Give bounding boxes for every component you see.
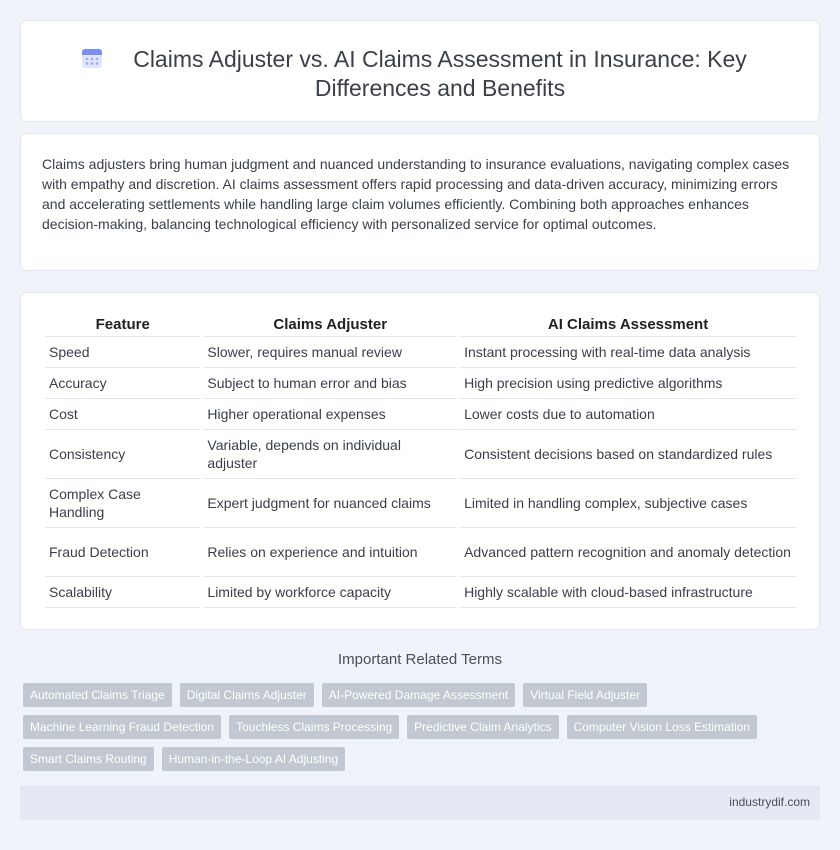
title-card xyxy=(20,20,820,122)
related-term-tag[interactable]: Automated Claims Triage xyxy=(23,683,172,707)
ai-cell: Consistent decisions based on standardized rules xyxy=(460,430,796,479)
feature-cell: Accuracy xyxy=(45,368,200,399)
feature-cell: Complex Case Handling xyxy=(45,479,200,528)
ai-cell: Highly scalable with cloud-based infrastructure xyxy=(460,577,796,608)
ai-cell: Lower costs due to automation xyxy=(460,399,796,430)
table-row xyxy=(45,479,796,528)
related-term-tag[interactable]: Predictive Claim Analytics xyxy=(407,715,558,739)
table-header-row xyxy=(45,315,796,337)
intro-card xyxy=(20,133,820,271)
feature-cell: Speed xyxy=(45,337,200,368)
adjuster-cell: Variable, depends on individual adjuster xyxy=(203,430,457,479)
related-term-tag[interactable]: Human-in-the-Loop AI Adjusting xyxy=(162,747,345,771)
related-term-tag[interactable]: Touchless Claims Processing xyxy=(229,715,399,739)
table-row xyxy=(45,528,796,577)
feature-cell: Scalability xyxy=(45,577,200,608)
page-title: Claims Adjuster vs. AI Claims Assessment in Insurance: Key Differences and Benefits xyxy=(133,46,747,101)
table-row xyxy=(45,399,796,430)
table-row xyxy=(45,337,796,368)
related-terms-heading: Important Related Terms xyxy=(338,651,502,668)
table-row xyxy=(45,430,796,479)
related-term-tag[interactable]: Digital Claims Adjuster xyxy=(180,683,314,707)
feature-cell: Cost xyxy=(45,399,200,430)
ai-cell: Advanced pattern recognition and anomaly detection xyxy=(460,528,796,577)
header-claims-adjuster: Claims Adjuster xyxy=(203,315,457,337)
footer xyxy=(20,786,820,820)
adjuster-cell: Limited by workforce capacity xyxy=(203,577,457,608)
adjuster-cell: Relies on experience and intuition xyxy=(203,528,457,577)
adjuster-cell: Slower, requires manual review xyxy=(203,337,457,368)
comparison-card xyxy=(20,292,820,630)
footer-site-link[interactable]: industrydif.com xyxy=(729,795,810,809)
adjuster-cell: Subject to human error and bias xyxy=(203,368,457,399)
adjuster-cell: Higher operational expenses xyxy=(203,399,457,430)
related-term-tag[interactable]: Computer Vision Loss Estimation xyxy=(567,715,758,739)
ai-cell: Limited in handling complex, subjective cases xyxy=(460,479,796,528)
header-ai-claims-assessment: AI Claims Assessment xyxy=(460,315,796,337)
feature-cell: Consistency xyxy=(45,430,200,479)
related-term-tag[interactable]: Machine Learning Fraud Detection xyxy=(23,715,221,739)
comparison-table xyxy=(42,315,799,608)
related-term-tag[interactable]: Smart Claims Routing xyxy=(23,747,154,771)
related-term-tag[interactable]: AI-Powered Damage Assessment xyxy=(322,683,515,707)
ai-cell: High precision using predictive algorithms xyxy=(460,368,796,399)
feature-cell: Fraud Detection xyxy=(45,528,200,577)
intro-paragraph: Claims adjusters bring human judgment and nuanced understanding to insurance evaluations, navigating complex cases with empathy and discretion. AI claims assessment offers rapid processing and data-driven accuracy, minimizing errors and accelerating settlements while handling large claim volumes efficiently. Combining both approaches enhances decision-making, balancing technological efficiency with personalized service for optimal outcomes. xyxy=(42,156,790,232)
header-feature: Feature xyxy=(45,315,200,337)
table-row xyxy=(45,368,796,399)
adjuster-cell: Expert judgment for nuanced claims xyxy=(203,479,457,528)
related-terms-list xyxy=(23,683,803,771)
related-term-tag[interactable]: Virtual Field Adjuster xyxy=(523,683,647,707)
table-row xyxy=(45,577,796,608)
ai-cell: Instant processing with real-time data analysis xyxy=(460,337,796,368)
